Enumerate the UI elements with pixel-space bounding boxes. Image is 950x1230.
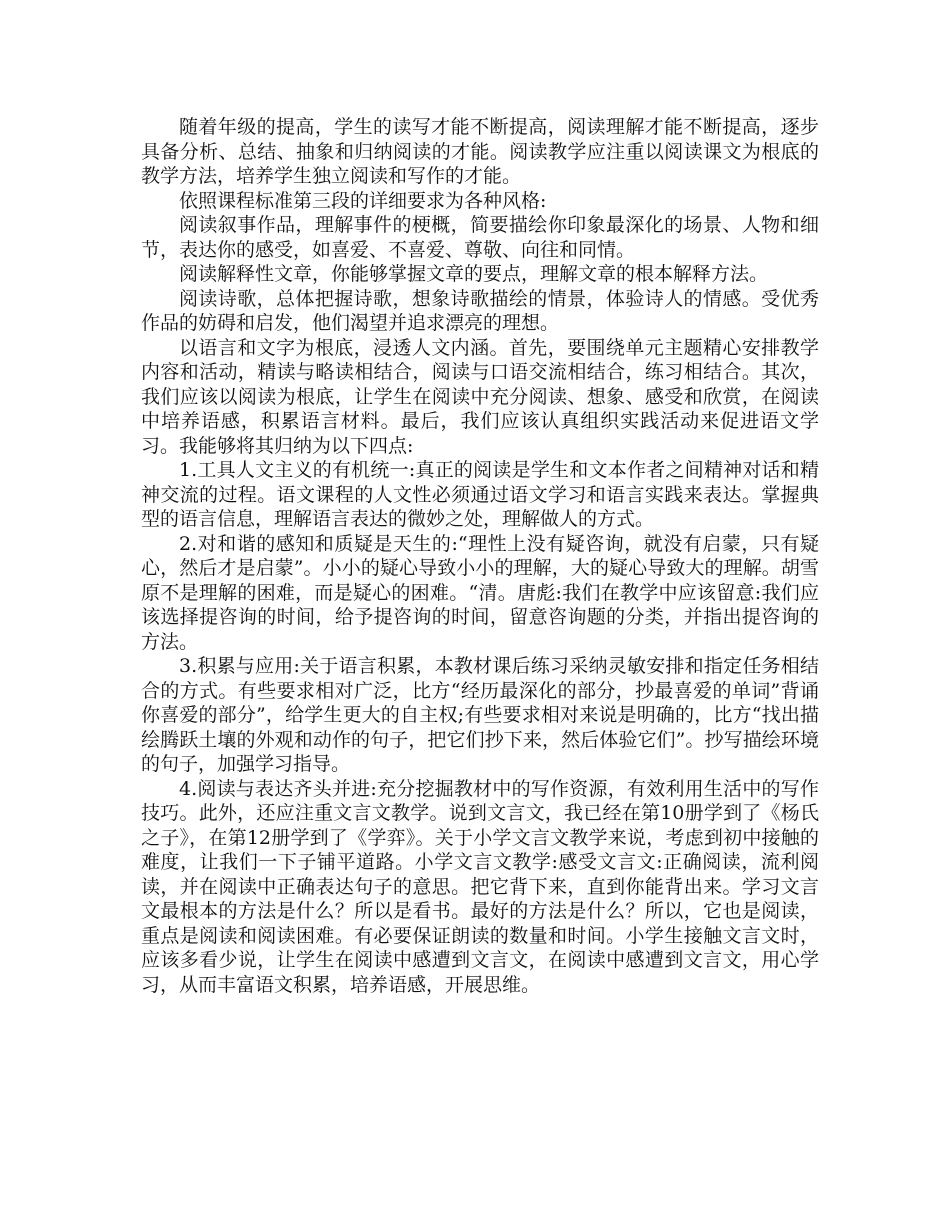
- paragraph-expository-texts: 阅读解释性文章，你能够掌握文章的要点，理解文章的根本解释方法。: [179, 263, 769, 285]
- paragraph-poetry: 阅读诗歌，总体把握诗歌，想象诗歌描绘的情景，体验诗人的情感。受优秀作品的妨碍和启发，他们渴望并追求漂亮的理想。: [141, 287, 819, 334]
- paragraph-language-foundation: 以语言和文字为根底，浸透人文内涵。首先，要围绕单元主题精心安排教学内容和活动，精读与略读相结合，阅读与口语交流相结合，练习相结合。其次，我们应该以阅读为根底，让学生在阅读中充分阅读、想象、感受和欣赏，在阅读中培养语感，积累语言材料。最后，我们应该认真组织实践活动来促进语文学习。我能够将其归纳为以下四点:: [141, 336, 819, 457]
- paragraph-curriculum-standard: 依照课程标准第三段的详细要求为各种风格:: [179, 189, 547, 212]
- paragraph-point-2: 2.对和谐的感知和质疑是天生的:“理性上没有疑咨询，就没有启蒙，只有疑心，然后才是启蒙”。小小的疑心导致小小的理解，大的疑心导致大的理解。胡雪原不是理解的困难，而是疑心的困难。“清。唐彪:我们在教学中应该留意:我们应该选择提咨询的时间，给予提咨询的时间，留意咨询题的分类，并指出提咨询的方法。: [141, 532, 819, 653]
- paragraph-point-1: 1.工具人文主义的有机统一:真正的阅读是学生和文本作者之间精神对话和精神交流的过程。语文课程的人文性必须通过语文学习和语言实践来表达。掌握典型的语言信息，理解语言表达的微妙之处，理解做人的方式。: [141, 459, 819, 530]
- paragraph-point-4: 4.阅读与表达齐头并进:充分挖掘教材中的写作资源，有效利用生活中的写作技巧。此外，还应注重文言文教学。说到文言文，我已经在第10册学到了《杨氏之子》，在第12册学到了《学弈》。关于小学文言文教学来说，考虑到初中接触的难度，让我们一下子铺平道路。小学文言文教学:感受文言文:正确阅读，流利阅读，并在阅读中正确表达句子的意思。把它背下来，直到你能背出来。学习文言文最根本的方法是什么？所以是看书。最好的方法是什么？所以，它也是阅读，重点是阅读和阅读困难。有必要保证朗读的数量和时间。小学生接触文言文时，应该多看少说，让学生在阅读中感遭到文言文，在阅读中感遭到文言文，用心学习，从而丰富语文积累，培养语感，开展思维。: [141, 777, 819, 996]
- document-body: [141, 115, 819, 997]
- paragraph-point-3: 3.积累与应用:关于语言积累，本教材课后练习采纳灵敏安排和指定任务相结合的方式。有些要求相对广泛，比方“经历最深化的部分，抄最喜爱的单词”背诵你喜爱的部分”，给学生更大的自主权;有些要求相对来说是明确的，比方“找出描绘腾跃土壤的外观和动作的句子，把它们抄下来，然后体验它们”。抄写描绘环境的句子，加强学习指导。: [141, 655, 819, 775]
- paragraph-narrative-works: 阅读叙事作品，理解事件的梗概，简要描绘你印象最深化的场景、人物和细节，表达你的感受，如喜爱、不喜爱、尊敬、向往和同情。: [141, 214, 819, 261]
- paragraph-reading-ability: 随着年级的提高，学生的读写才能不断提高，阅读理解才能不断提高，逐步具备分析、总结、抽象和归纳阅读的才能。阅读教学应注重以阅读课文为根底的教学方法，培养学生独立阅读和写作的才能。: [141, 116, 819, 187]
